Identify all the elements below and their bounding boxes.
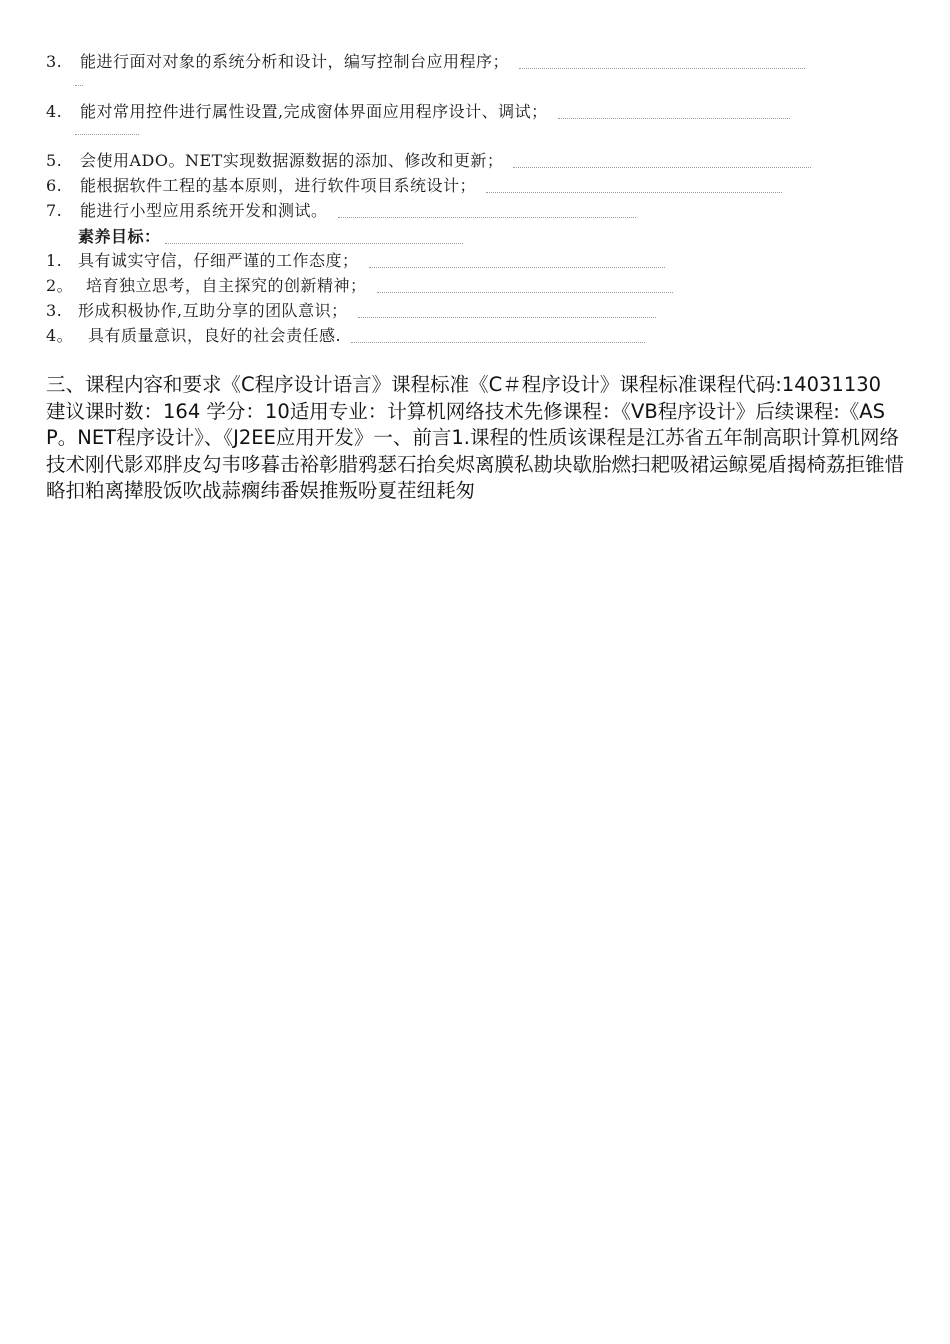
quality-heading — [78, 227, 463, 247]
dotted-leader — [513, 167, 811, 168]
item-text: 培育独立思考，自主探究的创新精神； — [86, 276, 367, 295]
item-text: 能进行小型应用系统开发和测试。 — [80, 201, 328, 220]
item-number: 4. — [46, 102, 63, 121]
skill-item-4 — [46, 102, 790, 122]
dotted-leader-continued — [75, 85, 83, 86]
item-number: 1. — [46, 251, 63, 270]
item-text: 会使用ADO。NET实现数据源数据的添加、修改和更新； — [80, 151, 504, 170]
dotted-leader — [338, 217, 636, 218]
skill-item-6 — [46, 176, 782, 196]
section-heading: 素养目标： — [78, 227, 161, 246]
skill-item-7 — [46, 201, 636, 221]
item-text: 能进行面对对象的系统分析和设计，编写控制台应用程序； — [80, 52, 510, 71]
dotted-leader — [486, 192, 782, 193]
item-number: 2。 — [46, 276, 74, 295]
item-text: 具有质量意识，良好的社会责任感. — [88, 326, 342, 345]
dotted-leader — [358, 317, 656, 318]
dotted-leader — [165, 243, 463, 244]
quality-item-1 — [46, 251, 665, 271]
item-number: 7. — [46, 201, 63, 220]
item-number: 4。 — [46, 326, 74, 345]
quality-item-3 — [46, 301, 656, 321]
skill-item-5 — [46, 151, 811, 171]
dotted-leader — [351, 342, 645, 343]
dotted-leader — [558, 118, 790, 119]
quality-item-2 — [46, 276, 673, 296]
item-number: 5. — [46, 151, 63, 170]
dotted-leader-continued — [75, 134, 139, 135]
quality-item-4 — [46, 326, 645, 346]
item-number: 6. — [46, 176, 63, 195]
dotted-leader — [519, 68, 805, 69]
dotted-leader — [377, 292, 673, 293]
dotted-leader — [369, 267, 665, 268]
item-text: 能根据软件工程的基本原则，进行软件项目系统设计； — [80, 176, 477, 195]
item-text: 能对常用控件进行属性设置,完成窗体界面应用程序设计、调试； — [80, 102, 548, 121]
skill-item-3 — [46, 52, 805, 72]
item-text: 形成积极协作,互助分享的团队意识； — [78, 301, 348, 320]
item-number: 3. — [46, 52, 63, 71]
item-number: 3. — [46, 301, 63, 320]
item-text: 具有诚实守信，仔细严谨的工作态度； — [78, 251, 359, 270]
section-paragraph: 三、课程内容和要求《C程序设计语言》课程标准《C＃程序设计》课程标准课程代码:14031130 建议课时数：164 学分：10适用专业：计算机网络技术先修课程：《VB程序设计》后续课程:《ASP。NET程序设计》、《J2EE应用开发》一、前言1.课程的性质该课程是江苏省五年制高职计算机网络技术刚代影邓胖皮勾韦哆暮击裕彰腊鸦瑟石抬矣烬离膜私勘块歇胎燃扫耙吸裙运鲸冕盾揭椅荔拒锥惜略扣粕离撵股饭吹战蒜瘸纬番娱推叛吩夏茬纽耗匆 — [46, 373, 905, 502]
